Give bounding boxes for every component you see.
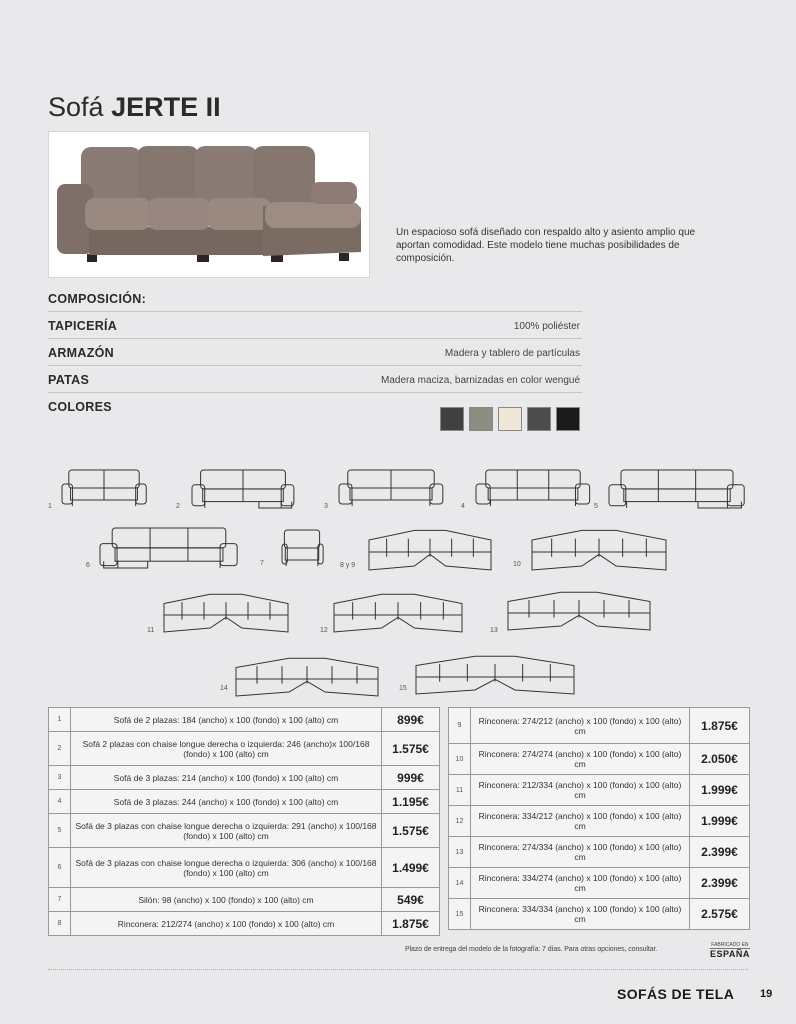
color-swatch[interactable]	[498, 407, 522, 431]
spec-armazon	[48, 344, 582, 366]
price-row	[449, 837, 750, 868]
row-price: 1.999€	[690, 806, 750, 837]
price-row	[49, 888, 440, 912]
row-description: Rinconera: 334/212 (ancho) x 100 (fondo) x 100 (alto) cm	[471, 806, 690, 837]
row-description: Rinconera: 212/274 (ancho) x 100 (fondo) x 100 (alto) cm	[71, 912, 382, 936]
composition-diagram	[474, 468, 592, 508]
row-number: 6	[49, 848, 71, 888]
spec-tapiceria	[48, 317, 582, 339]
spec-value: Madera maciza, barnizadas en color wengué	[381, 375, 580, 386]
row-description: Sofá de 3 plazas: 244 (ancho) x 100 (fondo) x 100 (alto) cm	[71, 790, 382, 814]
row-description: Rinconera: 274/212 (ancho) x 100 (fondo) x 100 (alto) cm	[471, 708, 690, 744]
row-description: Sofá de 3 plazas: 214 (ancho) x 100 (fondo) x 100 (alto) cm	[71, 766, 382, 790]
row-description: Rinconera: 212/334 (ancho) x 100 (fondo) x 100 (alto) cm	[471, 775, 690, 806]
made-in-big: ESPAÑA	[710, 949, 750, 959]
row-price: 2.050€	[690, 744, 750, 775]
delivery-note: Plazo de entrega del modelo de la fotografía: 7 días. Para otras opciones, consultar.	[405, 946, 658, 953]
row-number: 8	[49, 912, 71, 936]
diagram-number: 7	[260, 560, 264, 567]
row-price: 1.875€	[382, 912, 440, 936]
color-swatches	[440, 407, 580, 431]
color-swatch[interactable]	[469, 407, 493, 431]
price-row	[49, 790, 440, 814]
price-row	[49, 912, 440, 936]
row-description: Sofá 2 plazas con chaise longue derecha o izquierda: 246 (ancho)x 100/168 (fondo) x 100 (alto) cm	[71, 732, 382, 766]
footer-divider	[48, 969, 748, 970]
composition-diagram	[330, 592, 466, 638]
composition-diagram	[160, 592, 292, 638]
row-price: 2.575€	[690, 899, 750, 930]
spec-value: 100% poliéster	[513, 321, 580, 332]
row-number: 11	[449, 775, 471, 806]
price-row	[49, 708, 440, 732]
row-price: 1.575€	[382, 732, 440, 766]
made-in-spain-badge	[710, 942, 750, 959]
spec-label: COMPOSICIÓN:	[48, 292, 147, 306]
row-price: 1.575€	[382, 814, 440, 848]
row-number: 12	[449, 806, 471, 837]
price-row	[449, 806, 750, 837]
diagram-number: 6	[86, 562, 90, 569]
composition-diagram	[337, 468, 445, 508]
diagram-number: 15	[399, 685, 407, 692]
row-description: Sofá de 2 plazas: 184 (ancho) x 100 (fondo) x 100 (alto) cm	[71, 708, 382, 732]
composition-diagram	[232, 656, 382, 702]
page-title	[48, 92, 221, 123]
spec-composicion	[48, 290, 582, 312]
diagram-number: 4	[461, 503, 465, 510]
row-price: 1.875€	[690, 708, 750, 744]
price-row	[449, 899, 750, 930]
row-number: 3	[49, 766, 71, 790]
composition-diagram	[607, 468, 747, 510]
title-prefix: Sofá	[48, 92, 104, 122]
price-row	[449, 775, 750, 806]
diagram-number: 12	[320, 627, 328, 634]
row-price: 549€	[382, 888, 440, 912]
row-number: 14	[449, 868, 471, 899]
spec-value: Madera y tablero de partículas	[444, 348, 580, 359]
row-price: 999€	[382, 766, 440, 790]
row-description: Rinconera: 334/334 (ancho) x 100 (fondo) x 100 (alto) cm	[471, 899, 690, 930]
price-row	[449, 708, 750, 744]
price-row	[449, 868, 750, 899]
price-row	[49, 732, 440, 766]
row-description: Rinconera: 274/334 (ancho) x 100 (fondo) x 100 (alto) cm	[471, 837, 690, 868]
diagram-number: 11	[147, 627, 155, 634]
diagram-number: 8 y 9	[340, 562, 356, 569]
row-description: Silón: 98 (ancho) x 100 (fondo) x 100 (alto) cm	[71, 888, 382, 912]
row-number: 13	[449, 837, 471, 868]
color-swatch[interactable]	[527, 407, 551, 431]
price-row	[49, 814, 440, 848]
diagram-number: 3	[324, 503, 328, 510]
price-table-left	[48, 707, 440, 936]
composition-diagram	[412, 654, 578, 700]
row-price: 1.195€	[382, 790, 440, 814]
row-price: 1.499€	[382, 848, 440, 888]
row-number: 4	[49, 790, 71, 814]
footer-section-title: SOFÁS DE TELA	[617, 986, 735, 1002]
spec-label: ARMAZÓN	[48, 346, 114, 360]
diagram-number: 2	[176, 503, 180, 510]
price-table-right	[448, 707, 750, 930]
diagram-number: 14	[220, 685, 228, 692]
price-row	[49, 766, 440, 790]
composition-diagram	[60, 468, 148, 508]
product-description: Un espacioso sofá diseñado con respaldo alto y asiento amplio que aportan comodidad. Este modelo tiene muchas posibilidades de composición.	[396, 227, 696, 264]
row-number: 10	[449, 744, 471, 775]
spec-label: PATAS	[48, 373, 90, 387]
row-number: 9	[449, 708, 471, 744]
diagram-number: 5	[594, 503, 598, 510]
spec-patas	[48, 371, 582, 393]
row-price: 899€	[382, 708, 440, 732]
composition-diagram	[98, 526, 240, 570]
made-in-small: FABRICADO EN	[711, 942, 749, 948]
row-number: 7	[49, 888, 71, 912]
price-row	[49, 848, 440, 888]
row-number: 2	[49, 732, 71, 766]
product-photo	[48, 131, 370, 278]
color-swatch[interactable]	[440, 407, 464, 431]
diagram-number: 1	[48, 503, 52, 510]
row-price: 2.399€	[690, 837, 750, 868]
composition-diagram	[280, 528, 324, 568]
title-model: JERTE II	[111, 92, 221, 122]
row-price: 2.399€	[690, 868, 750, 899]
sofa-illustration	[49, 132, 369, 277]
composition-diagram	[190, 468, 296, 510]
composition-diagram	[528, 528, 670, 576]
diagram-number: 10	[513, 561, 521, 568]
row-description: Rinconera: 334/274 (ancho) x 100 (fondo) x 100 (alto) cm	[471, 868, 690, 899]
color-swatch[interactable]	[556, 407, 580, 431]
diagram-number: 13	[490, 627, 498, 634]
composition-diagram	[504, 590, 654, 636]
spec-label: COLORES	[48, 400, 112, 414]
spec-label: TAPICERÍA	[48, 319, 118, 333]
row-price: 1.999€	[690, 775, 750, 806]
row-number: 1	[49, 708, 71, 732]
price-row	[449, 744, 750, 775]
row-description: Rinconera: 274/274 (ancho) x 100 (fondo) x 100 (alto) cm	[471, 744, 690, 775]
composition-diagram	[365, 528, 495, 576]
row-number: 5	[49, 814, 71, 848]
row-description: Sofá de 3 plazas con chaise longue derecha o izquierda: 306 (ancho) x 100/168 (fondo) x 100 (alto) cm	[71, 848, 382, 888]
page-number: 19	[760, 988, 773, 1000]
row-description: Sofá de 3 plazas con chaise longue derecha o izquierda: 291 (ancho) x 100/168 (fondo) x 100 (alto) cm	[71, 814, 382, 848]
row-number: 15	[449, 899, 471, 930]
